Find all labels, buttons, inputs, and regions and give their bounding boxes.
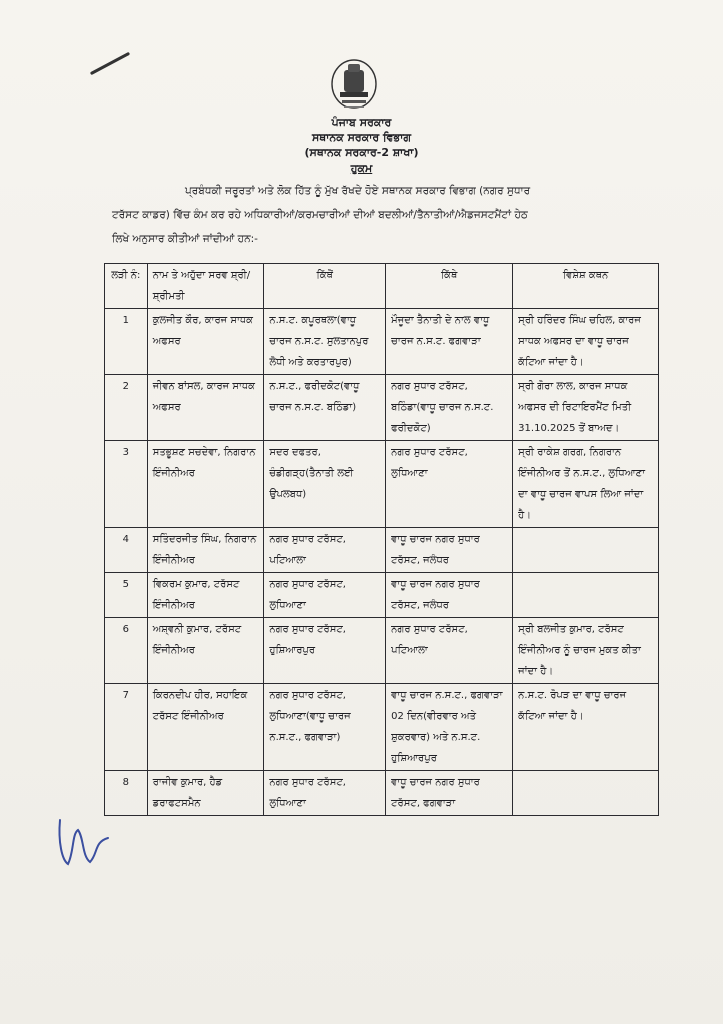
pen-mark xyxy=(90,52,130,75)
cell-from: ਨਗਰ ਸੁਧਾਰ ਟਰੱਸਟ, ਲੁਧਿਆਣਾ(ਵਾਧੂ ਚਾਰਜ ਨ.ਸ.ਟ., ਫਗਵਾੜਾ) xyxy=(264,684,386,771)
intro-line-2: ਟਰੱਸਟ ਕਾਡਰ) ਵਿੱਚ ਕੰਮ ਕਰ ਰਹੇ ਅਧਿਕਾਰੀਆਂ/ਕਰਮਚਾਰੀਆਂ ਦੀਆਂ ਬਦਲੀਆਂ/ਤੈਨਾਤੀਆਂ/ਐਡਜਸਟਮੈਂਟਾਂ ਹੇਠ xyxy=(112,209,528,221)
cell-to: ਵਾਧੂ ਚਾਰਜ ਨਗਰ ਸੁਧਾਰ ਟਰੱਸਟ, ਜਲੰਧਰ xyxy=(386,528,513,573)
cell-remarks: ਸ੍ਰੀ ਬਲਜੀਤ ਕੁਮਾਰ, ਟਰੱਸਟ ਇੰਜੀਨੀਅਰ ਨੂੰ ਚਾਰਜ ਮੁਕਤ ਕੀਤਾ ਜਾਂਦਾ ਹੈ। xyxy=(513,618,659,684)
cell-serial: 3 xyxy=(105,441,148,528)
table-row xyxy=(105,684,659,771)
cell-serial: 1 xyxy=(105,309,148,375)
cell-to: ਨਗਰ ਸੁਧਾਰ ਟਰੱਸਟ, ਬਠਿੰਡਾ(ਵਾਧੂ ਚਾਰਜ ਨ.ਸ.ਟ. ਫਰੀਦਕੋਟ) xyxy=(386,375,513,441)
cell-remarks: ਸ੍ਰੀ ਰਾਕੇਸ਼ ਗਰਗ, ਨਿਗਰਾਨ ਇੰਜੀਨੀਅਰ ਤੋਂ ਨ.ਸ.ਟ., ਲੁਧਿਆਣਾ ਦਾ ਵਾਧੂ ਚਾਰਜ ਵਾਪਸ ਲਿਆ ਜਾਂਦਾ ਹੈ। xyxy=(513,441,659,528)
header-to: ਕਿੱਥੇ xyxy=(386,264,513,309)
header-name: ਨਾਮ ਤੇ ਅਹੁੱਦਾ ਸਰਵ ਸ਼੍ਰੀ/ਸ਼੍ਰੀਮਤੀ xyxy=(147,264,264,309)
cell-remarks: ਨ.ਸ.ਟ. ਰੋਪੜ ਦਾ ਵਾਧੂ ਚਾਰਜ ਕੱਟਿਆ ਜਾਂਦਾ ਹੈ। xyxy=(513,684,659,771)
cell-name: ਵਿਕਰਮ ਕੁਮਾਰ, ਟਰੱਸਟ ਇੰਜੀਨੀਅਰ xyxy=(147,573,264,618)
cell-to: ਮੌਜੂਦਾ ਤੈਨਾਤੀ ਦੇ ਨਾਲ ਵਾਧੂ ਚਾਰਜ ਨ.ਸ.ਟ. ਫਗਵਾੜਾ xyxy=(386,309,513,375)
cell-remarks xyxy=(513,771,659,816)
cell-remarks: ਸ੍ਰੀ ਗੋਰਾ ਲਾਲ, ਕਾਰਜ ਸਾਧਕ ਅਫਸਰ ਦੀ ਰਿਟਾਇਰਮੈਂਟ ਮਿਤੀ 31.10.2025 ਤੋਂ ਬਾਅਦ। xyxy=(513,375,659,441)
table-row xyxy=(105,573,659,618)
cell-name: ਸਤਿੰਦਰਜੀਤ ਸਿੰਘ, ਨਿਗਰਾਨ ਇੰਜੀਨੀਅਰ xyxy=(147,528,264,573)
table-row xyxy=(105,618,659,684)
cell-serial: 6 xyxy=(105,618,148,684)
header-line-1: ਪੰਜਾਬ ਸਰਕਾਰ xyxy=(331,116,392,129)
cell-to: ਨਗਰ ਸੁਧਾਰ ਟਰੱਸਟ, ਪਟਿਆਲਾ xyxy=(386,618,513,684)
cell-name: ਸਤਭੂਸ਼ਣ ਸਚਦੇਵਾ, ਨਿਗਰਾਨ ਇੰਜੀਨੀਅਰ xyxy=(147,441,264,528)
header-from: ਕਿੱਥੋਂ xyxy=(264,264,386,309)
order-title: ਹੁਕਮ xyxy=(350,162,373,175)
table-row xyxy=(105,375,659,441)
cell-name: ਜੀਵਨ ਬਾਂਸਲ, ਕਾਰਜ ਸਾਧਕ ਅਫਸਰ xyxy=(147,375,264,441)
header-line-3: (ਸਥਾਨਕ ਸਰਕਾਰ-2 ਸ਼ਾਖਾ) xyxy=(304,146,419,159)
table-row xyxy=(105,309,659,375)
cell-to: ਨਗਰ ਸੁਧਾਰ ਟਰੱਸਟ, ਲੁਧਿਆਣਾ xyxy=(386,441,513,528)
cell-from: ਨ.ਸ.ਟ. ਕਪੂਰਥਲਾ(ਵਾਧੂ ਚਾਰਜ ਨ.ਸ.ਟ. ਸੁਲਤਾਨਪੁਰ ਲੋਧੀ ਅਤੇ ਕਰਤਾਰਪੁਰ) xyxy=(264,309,386,375)
cell-remarks xyxy=(513,528,659,573)
cell-name: ਅਸ਼੍ਵਨੀ ਕੁਮਾਰ, ਟਰੱਸਟ ਇੰਜੀਨੀਅਰ xyxy=(147,618,264,684)
table-row xyxy=(105,441,659,528)
state-emblem-icon xyxy=(322,56,386,116)
table-row xyxy=(105,528,659,573)
cell-from: ਨਗਰ ਸੁਧਾਰ ਟਰੱਸਟ, ਹੁਸ਼ਿਆਰਪੁਰ xyxy=(264,618,386,684)
cell-name: ਕਿਰਨਦੀਪ ਹੀਰ, ਸਹਾਇਕ ਟਰੱਸਟ ਇੰਜੀਨੀਅਰ xyxy=(147,684,264,771)
cell-from: ਨਗਰ ਸੁਧਾਰ ਟਰੱਸਟ, ਪਟਿਆਲਾ xyxy=(264,528,386,573)
cell-serial: 2 xyxy=(105,375,148,441)
cell-from: ਨ.ਸ.ਟ., ਫਰੀਦਕੋਟ(ਵਾਧੂ ਚਾਰਜ ਨ.ਸ.ਟ. ਬਠਿੰਡਾ) xyxy=(264,375,386,441)
cell-serial: 5 xyxy=(105,573,148,618)
table-row xyxy=(105,771,659,816)
table-header-row xyxy=(105,264,659,309)
cell-remarks xyxy=(513,573,659,618)
cell-name: ਰਾਜੀਵ ਕੁਮਾਰ, ਹੈਡ ਡਰਾਫਟਸਮੈਨ xyxy=(147,771,264,816)
intro-line-3: ਲਿਖੇ ਅਨੁਸਾਰ ਕੀਤੀਆਂ ਜਾਂਦੀਆਂ ਹਨ:- xyxy=(112,233,258,245)
cell-name: ਕੁਲਜੀਤ ਕੌਰ, ਕਾਰਜ ਸਾਧਕ ਅਫਸਰ xyxy=(147,309,264,375)
cell-to: ਵਾਧੂ ਚਾਰਜ ਨ.ਸ.ਟ., ਫਗਵਾੜਾ 02 ਦਿਨ(ਵੀਰਵਾਰ ਅਤੇ ਸ਼ੁਕਰਵਾਰ) ਅਤੇ ਨ.ਸ.ਟ. ਹੁਸ਼ਿਆਰਪੁਰ xyxy=(386,684,513,771)
header-remarks: ਵਿਸ਼ੇਸ਼ ਕਥਨ xyxy=(513,264,659,309)
transfer-table xyxy=(104,263,659,816)
intro-line-1: ਪ੍ਰਬੰਧਕੀ ਜਰੂਰਤਾਂ ਅਤੇ ਲੋਕ ਹਿੱਤ ਨੂੰ ਮੁੱਖ ਰੱਖਦੇ ਹੋਏ ਸਥਾਨਕ ਸਰਕਾਰ ਵਿਭਾਗ (ਨਗਰ ਸੁਧਾਰ xyxy=(185,185,531,197)
handwritten-signature xyxy=(54,812,114,872)
cell-from: ਨਗਰ ਸੁਧਾਰ ਟਰੱਸਟ, ਲੁਧਿਆਣਾ xyxy=(264,771,386,816)
cell-to: ਵਾਧੂ ਚਾਰਜ ਨਗਰ ਸੁਧਾਰ ਟਰੱਸਟ, ਫਗਵਾੜਾ xyxy=(386,771,513,816)
header-serial: ਲੜੀ ਨੰ: xyxy=(105,264,148,309)
cell-serial: 8 xyxy=(105,771,148,816)
header-line-2: ਸਥਾਨਕ ਸਰਕਾਰ ਵਿਭਾਗ xyxy=(311,131,412,144)
cell-serial: 7 xyxy=(105,684,148,771)
cell-remarks: ਸ੍ਰੀ ਹਰਿੰਦਰ ਸਿੰਘ ਚਹਿਲ, ਕਾਰਜ ਸਾਧਕ ਅਫਸਰ ਦਾ ਵਾਧੂ ਚਾਰਜ ਕੱਟਿਆ ਜਾਂਦਾ ਹੈ। xyxy=(513,309,659,375)
cell-from: ਨਗਰ ਸੁਧਾਰ ਟਰੱਸਟ, ਲੁਧਿਆਣਾ xyxy=(264,573,386,618)
cell-to: ਵਾਧੂ ਚਾਰਜ ਨਗਰ ਸੁਧਾਰ ਟਰੱਸਟ, ਜਲੰਧਰ xyxy=(386,573,513,618)
cell-serial: 4 xyxy=(105,528,148,573)
cell-from: ਸਦਰ ਦਫਤਰ, ਚੰਡੀਗੜ੍ਹ(ਤੈਨਾਤੀ ਲਈ ਉਪਲਬਧ) xyxy=(264,441,386,528)
